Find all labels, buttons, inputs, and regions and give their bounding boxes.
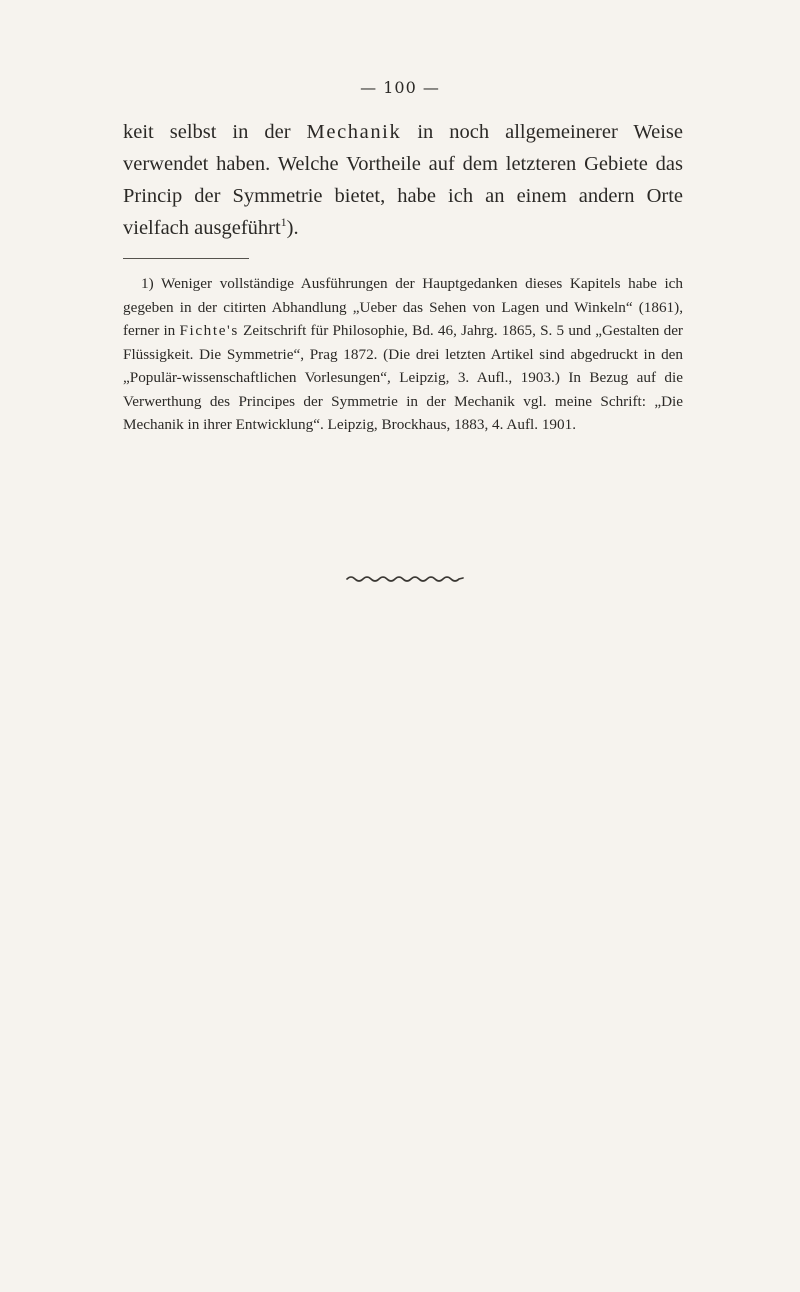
footnote-paragraph — [123, 272, 683, 437]
main-paragraph — [123, 116, 683, 244]
emphasized-name-fichte: Fichte's — [179, 322, 239, 339]
footnote-divider — [123, 258, 249, 259]
footnote-marker: 1) — [141, 275, 154, 292]
page-number-header: — 100 — — [360, 78, 440, 97]
wavy-line-ornament — [345, 574, 465, 584]
main-text-segment: in noch allgemeinerer Weise verwendet haben. Welche Vortheile auf dem letzteren Gebiete das Princip der Symmetrie bietet, habe ich an einem andern Orte vielfach ausgeführt — [123, 121, 683, 239]
footnote-text-segment: Weniger vollständige Ausführungen der Hauptgedanken dieses Kapitels habe ich gegeben in der citirten Abhandlung „Ueber das Sehen von Lagen und Winkeln“ (1861), ferner in — [123, 275, 683, 339]
main-text-segment: ). — [286, 217, 299, 239]
footnote-reference: 1 — [280, 215, 287, 230]
footnote-text-segment: Zeitschrift für Philosophie, Bd. 46, Jahrg. 1865, S. 5 und „Gestalten der Flüssigkeit. Die Symmetrie“, Prag 1872. (Die drei letzten Artikel sind abgedruckt in den „Populär-wissenschaftlichen Vorlesungen“, Leipzig, 3. Aufl., 1903.) In Bezug auf die Verwerthung des Principes der Symmetrie in der Mechanik vgl. meine Schrift: „Die Mechanik in ihrer Entwicklung“. Leipzig, Brockhaus, 1883, 4. Aufl. 1901. — [123, 322, 683, 433]
main-text-segment: keit selbst in der — [123, 121, 291, 143]
emphasized-word-mechanik: Mechanik — [306, 121, 402, 143]
